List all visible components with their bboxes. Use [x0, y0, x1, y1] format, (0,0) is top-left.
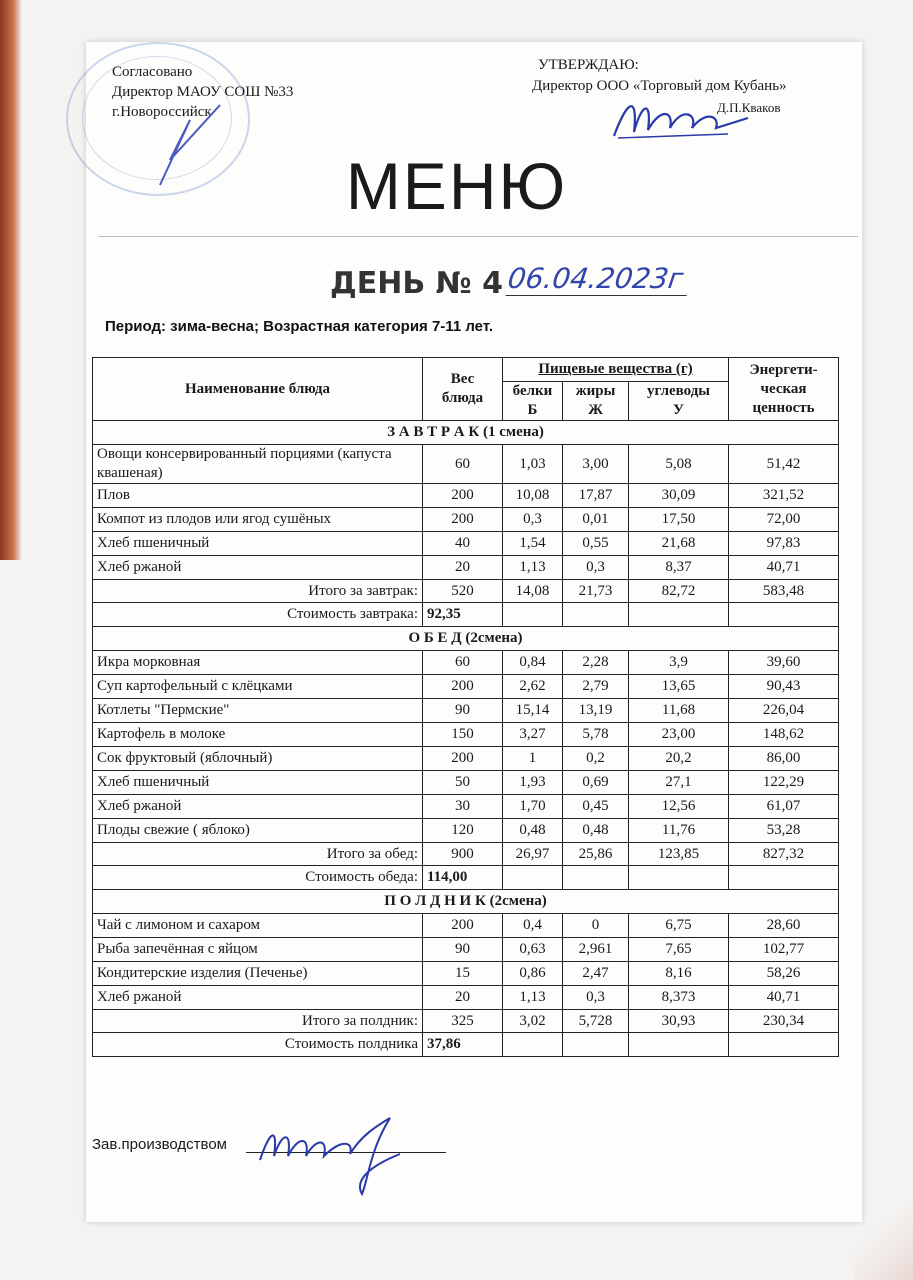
- dish-name: Икра морковная: [93, 651, 423, 675]
- cell-protein: 0,4: [503, 914, 563, 938]
- page-title: МЕНЮ: [345, 149, 568, 223]
- cell-carbs: 11,76: [629, 819, 729, 843]
- approval-left-line2: Директор МАОУ СОШ №33: [112, 84, 294, 100]
- dish-name: Хлеб ржаной: [93, 556, 423, 580]
- day-date-handwritten: 06.04.2023г: [506, 262, 692, 296]
- cell-fat: 0,48: [563, 819, 629, 843]
- cell-protein: 1,13: [503, 556, 563, 580]
- empty-cell: [563, 603, 629, 627]
- cell-weight: 200: [423, 747, 503, 771]
- cell-weight: 200: [423, 508, 503, 532]
- table-row: [93, 651, 839, 675]
- total-fat: 21,73: [563, 580, 629, 603]
- cost-value: 92,35: [423, 603, 503, 627]
- dish-name: Плоды свежие ( яблоко): [93, 819, 423, 843]
- cell-weight: 20: [423, 556, 503, 580]
- cell-energy: 321,52: [729, 484, 839, 508]
- dish-name: Суп картофельный с клёцками: [93, 675, 423, 699]
- cell-weight: 50: [423, 771, 503, 795]
- table-row: [93, 675, 839, 699]
- cell-energy: 40,71: [729, 556, 839, 580]
- cell-energy: 28,60: [729, 914, 839, 938]
- total-carbs: 82,72: [629, 580, 729, 603]
- total-protein: 3,02: [503, 1010, 563, 1033]
- empty-cell: [629, 1033, 729, 1057]
- cell-weight: 15: [423, 962, 503, 986]
- empty-cell: [503, 866, 563, 890]
- cell-weight: 40: [423, 532, 503, 556]
- cell-fat: 0,2: [563, 747, 629, 771]
- table-row: [93, 532, 839, 556]
- cell-fat: 0,69: [563, 771, 629, 795]
- dish-name: Кондитерские изделия (Печенье): [93, 962, 423, 986]
- cell-protein: 3,27: [503, 723, 563, 747]
- total-label: Итого за полдник:: [93, 1010, 423, 1033]
- total-label: Итого за обед:: [93, 843, 423, 866]
- cell-carbs: 8,16: [629, 962, 729, 986]
- cell-carbs: 23,00: [629, 723, 729, 747]
- cell-fat: 2,28: [563, 651, 629, 675]
- header-name: Наименование блюда: [93, 358, 423, 421]
- header-protein: белки Б: [503, 382, 563, 421]
- cell-protein: 1: [503, 747, 563, 771]
- cell-protein: 0,84: [503, 651, 563, 675]
- total-weight: 520: [423, 580, 503, 603]
- total-fat: 25,86: [563, 843, 629, 866]
- cell-energy: 39,60: [729, 651, 839, 675]
- cell-carbs: 17,50: [629, 508, 729, 532]
- cell-protein: 1,93: [503, 771, 563, 795]
- cost-value: 114,00: [423, 866, 503, 890]
- cell-fat: 0,3: [563, 556, 629, 580]
- cost-value: 37,86: [423, 1033, 503, 1057]
- cell-fat: 0,01: [563, 508, 629, 532]
- cell-fat: 2,47: [563, 962, 629, 986]
- dish-name: Картофель в молоке: [93, 723, 423, 747]
- empty-cell: [729, 603, 839, 627]
- cost-label: Стоимость полдника: [93, 1033, 423, 1057]
- approval-right-line2: Директор ООО «Торговый дом Кубань»: [532, 78, 787, 94]
- total-weight: 325: [423, 1010, 503, 1033]
- table-row: [93, 914, 839, 938]
- empty-cell: [729, 1033, 839, 1057]
- cell-weight: 200: [423, 675, 503, 699]
- header-carbs: углеводы У: [629, 382, 729, 421]
- total-protein: 26,97: [503, 843, 563, 866]
- cell-carbs: 8,373: [629, 986, 729, 1010]
- photo-corner: [853, 1200, 913, 1280]
- total-row: [93, 843, 839, 866]
- section-header: [93, 627, 839, 651]
- cell-fat: 5,78: [563, 723, 629, 747]
- table-row: [93, 962, 839, 986]
- table-row: [93, 508, 839, 532]
- table-row: [93, 938, 839, 962]
- cell-carbs: 7,65: [629, 938, 729, 962]
- total-row: [93, 1010, 839, 1033]
- cost-row: [93, 1033, 839, 1057]
- signature-footer-mark: [250, 1110, 420, 1200]
- cell-protein: 0,86: [503, 962, 563, 986]
- cell-carbs: 12,56: [629, 795, 729, 819]
- cell-carbs: 13,65: [629, 675, 729, 699]
- menu-table: [92, 357, 839, 1057]
- cell-carbs: 5,08: [629, 445, 729, 484]
- approval-left-line1: Согласовано: [112, 64, 193, 80]
- table-row: [93, 556, 839, 580]
- cell-energy: 102,77: [729, 938, 839, 962]
- cell-protein: 0,48: [503, 819, 563, 843]
- cell-weight: 150: [423, 723, 503, 747]
- cell-weight: 20: [423, 986, 503, 1010]
- total-row: [93, 580, 839, 603]
- cell-carbs: 20,2: [629, 747, 729, 771]
- cell-energy: 148,62: [729, 723, 839, 747]
- menu-table-body: [93, 421, 839, 1057]
- cell-carbs: 3,9: [629, 651, 729, 675]
- table-row: [93, 986, 839, 1010]
- section-title: З А В Т Р А К (1 смена): [93, 421, 839, 445]
- cell-protein: 1,54: [503, 532, 563, 556]
- cell-energy: 58,26: [729, 962, 839, 986]
- cell-protein: 1,03: [503, 445, 563, 484]
- approval-left-line3: г.Новороссийск: [112, 104, 212, 120]
- cell-energy: 90,43: [729, 675, 839, 699]
- header-divider: [98, 236, 858, 237]
- table-row: [93, 484, 839, 508]
- cell-fat: 0,55: [563, 532, 629, 556]
- total-carbs: 30,93: [629, 1010, 729, 1033]
- approval-right-line1: УТВЕРЖДАЮ:: [538, 57, 639, 73]
- section-header: [93, 421, 839, 445]
- cell-protein: 0,3: [503, 508, 563, 532]
- cell-carbs: 6,75: [629, 914, 729, 938]
- header-weight: Вес блюда: [423, 358, 503, 421]
- cell-weight: 200: [423, 484, 503, 508]
- cell-energy: 86,00: [729, 747, 839, 771]
- header-nutrients: Пищевые вещества (г): [503, 358, 729, 382]
- cell-carbs: 21,68: [629, 532, 729, 556]
- dish-name: Рыба запечённая с яйцом: [93, 938, 423, 962]
- cell-energy: 61,07: [729, 795, 839, 819]
- dish-name: Хлеб пшеничный: [93, 771, 423, 795]
- section-title: О Б Е Д (2смена): [93, 627, 839, 651]
- approval-right-line3: Д.П.Кваков: [717, 100, 781, 115]
- cell-protein: 15,14: [503, 699, 563, 723]
- empty-cell: [629, 866, 729, 890]
- total-energy: 583,48: [729, 580, 839, 603]
- cell-energy: 51,42: [729, 445, 839, 484]
- total-energy: 827,32: [729, 843, 839, 866]
- cell-protein: 2,62: [503, 675, 563, 699]
- cell-carbs: 27,1: [629, 771, 729, 795]
- empty-cell: [629, 603, 729, 627]
- cost-label: Стоимость завтрака:: [93, 603, 423, 627]
- cell-energy: 226,04: [729, 699, 839, 723]
- cell-fat: 0,45: [563, 795, 629, 819]
- cell-energy: 97,83: [729, 532, 839, 556]
- table-row: [93, 445, 839, 484]
- cell-weight: 30: [423, 795, 503, 819]
- cell-weight: 60: [423, 445, 503, 484]
- dish-name: Чай с лимоном и сахаром: [93, 914, 423, 938]
- cell-weight: 60: [423, 651, 503, 675]
- cost-row: [93, 866, 839, 890]
- table-row: [93, 771, 839, 795]
- photo-background-edge: [0, 0, 22, 560]
- cell-fat: 17,87: [563, 484, 629, 508]
- cell-fat: 3,00: [563, 445, 629, 484]
- empty-cell: [563, 1033, 629, 1057]
- cell-energy: 40,71: [729, 986, 839, 1010]
- empty-cell: [503, 603, 563, 627]
- empty-cell: [729, 866, 839, 890]
- cell-protein: 0,63: [503, 938, 563, 962]
- cell-fat: 2,961: [563, 938, 629, 962]
- empty-cell: [503, 1033, 563, 1057]
- cell-weight: 90: [423, 938, 503, 962]
- dish-name: Сок фруктовый (яблочный): [93, 747, 423, 771]
- cost-label: Стоимость обеда:: [93, 866, 423, 890]
- period-line: Период: зима-весна; Возрастная категория 7-11 лет.: [105, 318, 494, 335]
- cell-fat: 0: [563, 914, 629, 938]
- cell-energy: 72,00: [729, 508, 839, 532]
- dish-name: Хлеб ржаной: [93, 795, 423, 819]
- cost-row: [93, 603, 839, 627]
- cell-fat: 0,3: [563, 986, 629, 1010]
- dish-name: Овощи консервированный порциями (капуста квашеная): [93, 445, 423, 484]
- dish-name: Хлеб пшеничный: [93, 532, 423, 556]
- cell-carbs: 11,68: [629, 699, 729, 723]
- cell-protein: 1,13: [503, 986, 563, 1010]
- cell-energy: 53,28: [729, 819, 839, 843]
- total-label: Итого за завтрак:: [93, 580, 423, 603]
- header-energy: Энергети- ческая ценность: [729, 358, 839, 421]
- dish-name: Хлеб ржаной: [93, 986, 423, 1010]
- total-energy: 230,34: [729, 1010, 839, 1033]
- header-fat: жиры Ж: [563, 382, 629, 421]
- cell-weight: 120: [423, 819, 503, 843]
- table-row: [93, 699, 839, 723]
- total-fat: 5,728: [563, 1010, 629, 1033]
- cell-weight: 200: [423, 914, 503, 938]
- cell-carbs: 30,09: [629, 484, 729, 508]
- section-header: [93, 890, 839, 914]
- cell-carbs: 8,37: [629, 556, 729, 580]
- cell-fat: 13,19: [563, 699, 629, 723]
- table-row: [93, 819, 839, 843]
- cell-fat: 2,79: [563, 675, 629, 699]
- dish-name: Плов: [93, 484, 423, 508]
- total-carbs: 123,85: [629, 843, 729, 866]
- table-row: [93, 723, 839, 747]
- footer-label: Зав.производством: [92, 1136, 227, 1153]
- section-title: П О Л Д Н И К (2смена): [93, 890, 839, 914]
- cell-protein: 10,08: [503, 484, 563, 508]
- cell-energy: 122,29: [729, 771, 839, 795]
- cell-weight: 90: [423, 699, 503, 723]
- total-weight: 900: [423, 843, 503, 866]
- cell-protein: 1,70: [503, 795, 563, 819]
- table-row: [93, 795, 839, 819]
- total-protein: 14,08: [503, 580, 563, 603]
- signature-right-mark: [608, 88, 758, 144]
- dish-name: Котлеты "Пермские": [93, 699, 423, 723]
- dish-name: Компот из плодов или ягод сушёных: [93, 508, 423, 532]
- day-number: ДЕНЬ № 4: [330, 266, 504, 301]
- empty-cell: [563, 866, 629, 890]
- table-row: [93, 747, 839, 771]
